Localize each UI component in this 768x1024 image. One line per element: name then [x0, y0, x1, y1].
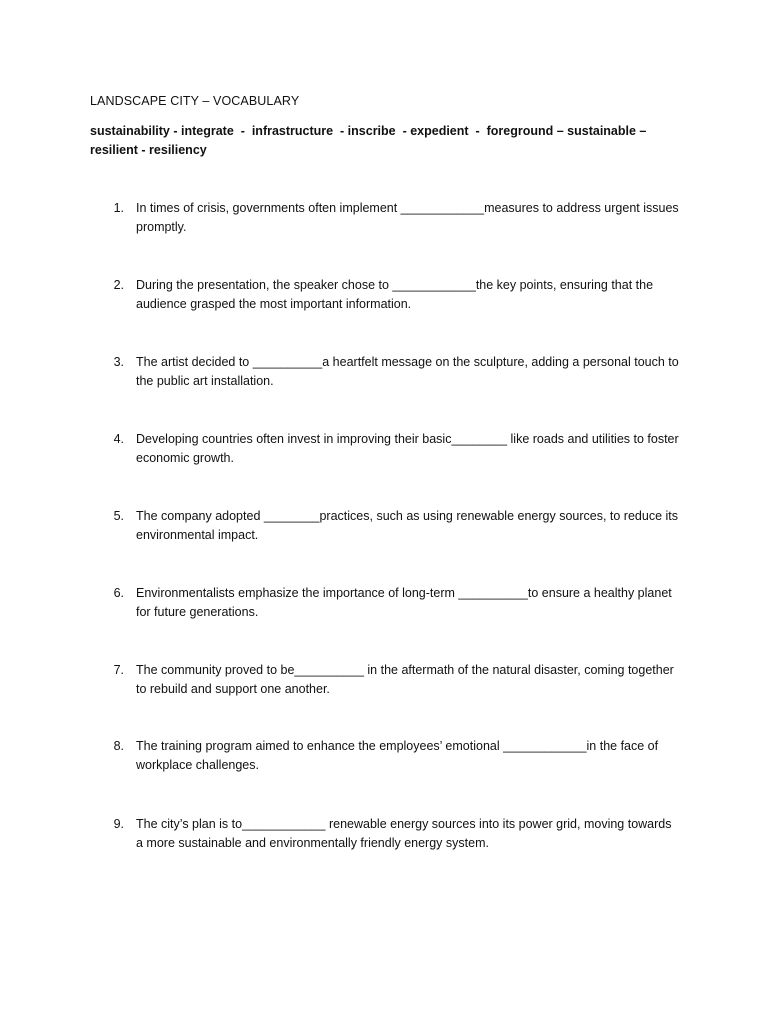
- question-number: 9.: [113, 817, 124, 831]
- word-bank: sustainability - integrate - infrastructure - inscribe - expedient - foreground – sustainable – resilient - resiliency: [90, 124, 650, 157]
- question-text: Developing countries often invest in improving their basic________ like roads and utilities to foster economic growth.: [136, 432, 679, 465]
- question-text: During the presentation, the speaker chose to ____________the key points, ensuring that the audience grasped the most important information.: [136, 278, 654, 311]
- question-number: 5.: [113, 509, 124, 523]
- question-number: 7.: [113, 663, 124, 677]
- question-number: 6.: [113, 586, 124, 600]
- question-text: In times of crisis, governments often implement ____________measures to address urgent issues promptly.: [136, 201, 679, 234]
- question-number: 3.: [113, 355, 124, 369]
- question-text: The community proved to be__________ in the aftermath of the natural disaster, coming together to rebuild and support one another.: [136, 663, 674, 696]
- question-text: The company adopted ________practices, such as using renewable energy sources, to reduce its environmental impact.: [136, 509, 678, 542]
- question-text: Environmentalists emphasize the importance of long-term __________to ensure a healthy planet for future generations.: [136, 586, 672, 619]
- question-number: 2.: [113, 278, 124, 292]
- document-title: LANDSCAPE CITY – VOCABULARY: [90, 94, 300, 108]
- question-text: The artist decided to __________a heartfelt message on the sculpture, adding a personal touch to the public art installation.: [136, 355, 679, 388]
- question-text: The training program aimed to enhance the employees’ emotional ____________in the face of workplace challenges.: [136, 739, 659, 772]
- question-number: 1.: [113, 201, 124, 215]
- question-number: 8.: [113, 739, 124, 753]
- question-number: 4.: [113, 432, 124, 446]
- question-text: The city’s plan is to____________ renewable energy sources into its power grid, moving towards a more sustainable and environmentally friendly energy system.: [136, 817, 672, 850]
